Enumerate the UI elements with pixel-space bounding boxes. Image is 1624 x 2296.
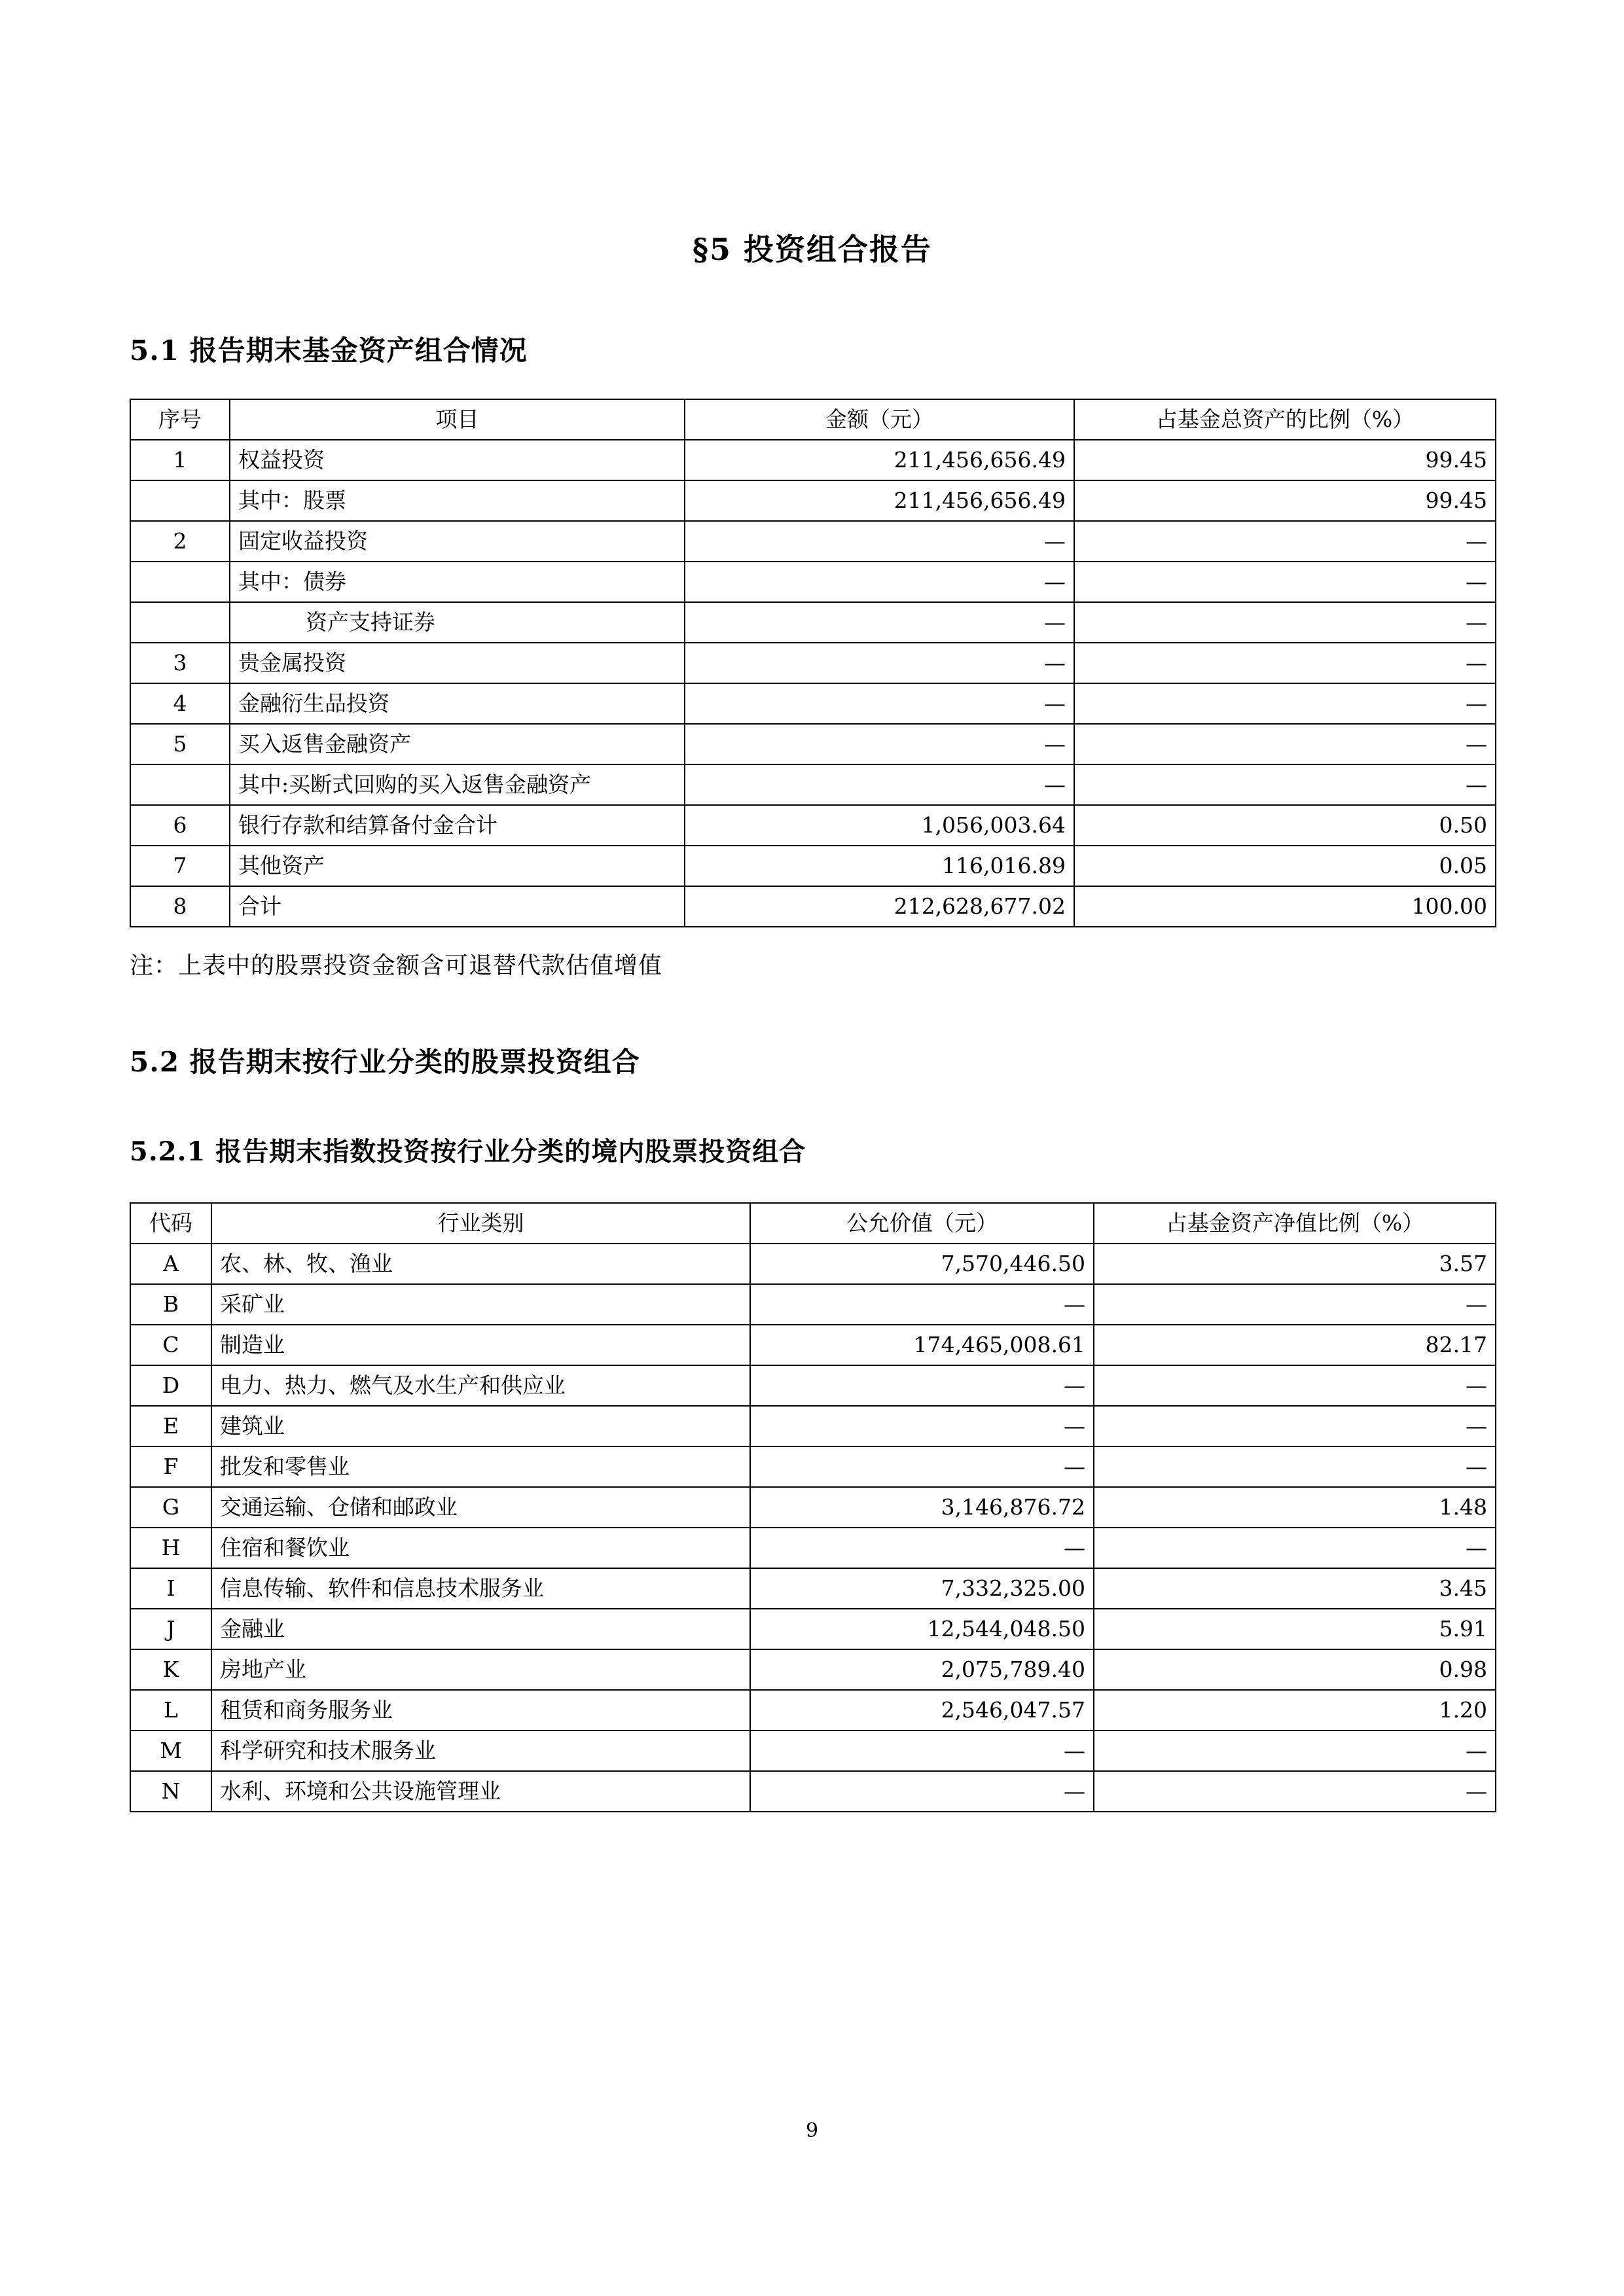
- header-nav-ratio: 占基金资产净值比例（%）: [1094, 1203, 1496, 1244]
- cell-fair-value: 7,570,446.50: [750, 1244, 1094, 1284]
- cell-ratio: —: [1074, 562, 1496, 602]
- cell-fair-value: 3,146,876.72: [750, 1487, 1094, 1528]
- cell-ratio: 99.45: [1074, 480, 1496, 521]
- table-row: [130, 643, 1496, 683]
- asset-table-head: [130, 399, 1496, 440]
- cell-nav-ratio: —: [1094, 1406, 1496, 1446]
- cell-ratio: 99.45: [1074, 440, 1496, 480]
- cell-no: 4: [130, 683, 230, 724]
- table-row: [130, 1365, 1496, 1406]
- section-heading-5-2-1: 5.2.1 报告期末指数投资按行业分类的境内股票投资组合: [130, 1136, 806, 1167]
- cell-fair-value: —: [750, 1771, 1094, 1812]
- cell-code: E: [130, 1406, 211, 1446]
- cell-nav-ratio: —: [1094, 1284, 1496, 1325]
- cell-industry: 住宿和餐饮业: [211, 1528, 750, 1568]
- asset-composition-table-wrapper: [130, 368, 1495, 927]
- cell-fair-value: —: [750, 1365, 1094, 1406]
- cell-amount: —: [685, 602, 1074, 643]
- cell-item: 其中:买断式回购的买入返售金融资产: [230, 764, 685, 805]
- cell-item: 贵金属投资: [230, 643, 685, 683]
- header-industry: 行业类别: [211, 1203, 750, 1244]
- table-row: [130, 1528, 1496, 1568]
- cell-no: 1: [130, 440, 230, 480]
- cell-no: [130, 764, 230, 805]
- section-heading-5-1: 5.1 报告期末基金资产组合情况: [130, 334, 528, 367]
- table-row: [130, 683, 1496, 724]
- cell-amount: —: [685, 683, 1074, 724]
- cell-industry: 电力、热力、燃气及水生产和供应业: [211, 1365, 750, 1406]
- page-content: [130, 0, 1495, 1812]
- cell-nav-ratio: 0.98: [1094, 1649, 1496, 1690]
- table-row: [130, 602, 1496, 643]
- table-row: [130, 846, 1496, 886]
- cell-no: 8: [130, 886, 230, 927]
- cell-no: 5: [130, 724, 230, 764]
- table-row: [130, 1325, 1496, 1365]
- cell-amount: 212,628,677.02: [685, 886, 1074, 927]
- cell-code: N: [130, 1771, 211, 1812]
- cell-fair-value: —: [750, 1731, 1094, 1771]
- cell-fair-value: —: [750, 1406, 1094, 1446]
- cell-code: L: [130, 1690, 211, 1731]
- cell-item: 权益投资: [230, 440, 685, 480]
- table-row: [130, 805, 1496, 846]
- industry-table-wrapper: [130, 1168, 1495, 1812]
- header-no: 序号: [130, 399, 230, 440]
- table-row: [130, 440, 1496, 480]
- cell-code: A: [130, 1244, 211, 1284]
- cell-industry: 农、林、牧、渔业: [211, 1244, 750, 1284]
- table-row: [130, 1406, 1496, 1446]
- asset-composition-table: [130, 399, 1496, 927]
- table-row: [130, 1690, 1496, 1731]
- cell-industry: 科学研究和技术服务业: [211, 1731, 750, 1771]
- cell-ratio: 100.00: [1074, 886, 1496, 927]
- cell-nav-ratio: 1.48: [1094, 1487, 1496, 1528]
- cell-ratio: 0.05: [1074, 846, 1496, 886]
- cell-industry: 租赁和商务服务业: [211, 1690, 750, 1731]
- cell-nav-ratio: —: [1094, 1771, 1496, 1812]
- cell-amount: —: [685, 521, 1074, 562]
- page-title: §5 投资组合报告: [692, 232, 933, 267]
- cell-fair-value: 7,332,325.00: [750, 1568, 1094, 1609]
- table-row: [130, 764, 1496, 805]
- table-row: [130, 1568, 1496, 1609]
- industry-table-body: [130, 1244, 1496, 1812]
- cell-no: [130, 562, 230, 602]
- cell-industry: 建筑业: [211, 1406, 750, 1446]
- table-row: [130, 1731, 1496, 1771]
- cell-ratio: —: [1074, 764, 1496, 805]
- table-row: [130, 1649, 1496, 1690]
- cell-ratio: —: [1074, 602, 1496, 643]
- cell-code: G: [130, 1487, 211, 1528]
- table-row: [130, 1487, 1496, 1528]
- cell-amount: —: [685, 643, 1074, 683]
- cell-code: F: [130, 1446, 211, 1487]
- header-code: 代码: [130, 1203, 211, 1244]
- cell-no: [130, 602, 230, 643]
- table-header-row: [130, 1203, 1496, 1244]
- cell-fair-value: —: [750, 1284, 1094, 1325]
- cell-item: 固定收益投资: [230, 521, 685, 562]
- table-row: [130, 724, 1496, 764]
- cell-code: D: [130, 1365, 211, 1406]
- industry-table-head: [130, 1203, 1496, 1244]
- cell-item: 银行存款和结算备付金合计: [230, 805, 685, 846]
- cell-code: M: [130, 1731, 211, 1771]
- cell-code: B: [130, 1284, 211, 1325]
- cell-amount: 116,016.89: [685, 846, 1074, 886]
- table-row: [130, 1284, 1496, 1325]
- table-row: [130, 480, 1496, 521]
- cell-amount: —: [685, 724, 1074, 764]
- cell-ratio: —: [1074, 521, 1496, 562]
- cell-no: [130, 480, 230, 521]
- section-heading-5-2: 5.2 报告期末按行业分类的股票投资组合: [130, 1046, 640, 1078]
- cell-no: 3: [130, 643, 230, 683]
- cell-ratio: —: [1074, 683, 1496, 724]
- cell-fair-value: —: [750, 1446, 1094, 1487]
- cell-ratio: 0.50: [1074, 805, 1496, 846]
- cell-code: J: [130, 1609, 211, 1649]
- cell-industry: 信息传输、软件和信息技术服务业: [211, 1568, 750, 1609]
- cell-nav-ratio: —: [1094, 1446, 1496, 1487]
- cell-industry: 批发和零售业: [211, 1446, 750, 1487]
- industry-composition-table: [130, 1202, 1496, 1812]
- table-note: 注：上表中的股票投资金额含可退替代款估值增值: [130, 952, 663, 979]
- cell-code: C: [130, 1325, 211, 1365]
- header-item: 项目: [230, 399, 685, 440]
- header-ratio: 占基金总资产的比例（%）: [1074, 399, 1496, 440]
- table-row: [130, 562, 1496, 602]
- cell-ratio: —: [1074, 724, 1496, 764]
- page-number: 9: [805, 2119, 819, 2142]
- cell-item: 其中：股票: [230, 480, 685, 521]
- cell-nav-ratio: 3.57: [1094, 1244, 1496, 1284]
- cell-nav-ratio: —: [1094, 1731, 1496, 1771]
- cell-industry: 金融业: [211, 1609, 750, 1649]
- cell-item: 金融衍生品投资: [230, 683, 685, 724]
- table-row: [130, 521, 1496, 562]
- cell-nav-ratio: 1.20: [1094, 1690, 1496, 1731]
- cell-industry: 房地产业: [211, 1649, 750, 1690]
- cell-code: H: [130, 1528, 211, 1568]
- cell-fair-value: 12,544,048.50: [750, 1609, 1094, 1649]
- cell-fair-value: 2,546,047.57: [750, 1690, 1094, 1731]
- table-row: [130, 1771, 1496, 1812]
- table-header-row: [130, 399, 1496, 440]
- table-row: [130, 1244, 1496, 1284]
- cell-nav-ratio: 82.17: [1094, 1325, 1496, 1365]
- cell-item: 资产支持证券: [230, 602, 685, 643]
- table-row: [130, 1446, 1496, 1487]
- cell-no: 7: [130, 846, 230, 886]
- cell-item: 买入返售金融资产: [230, 724, 685, 764]
- cell-amount: 1,056,003.64: [685, 805, 1074, 846]
- cell-nav-ratio: 5.91: [1094, 1609, 1496, 1649]
- cell-ratio: —: [1074, 643, 1496, 683]
- cell-code: I: [130, 1568, 211, 1609]
- cell-fair-value: —: [750, 1528, 1094, 1568]
- cell-industry: 采矿业: [211, 1284, 750, 1325]
- asset-table-body: [130, 440, 1496, 927]
- table-row: [130, 1609, 1496, 1649]
- cell-item: 其中：债券: [230, 562, 685, 602]
- cell-fair-value: 2,075,789.40: [750, 1649, 1094, 1690]
- cell-nav-ratio: —: [1094, 1365, 1496, 1406]
- cell-nav-ratio: 3.45: [1094, 1568, 1496, 1609]
- cell-item: 合计: [230, 886, 685, 927]
- cell-fair-value: 174,465,008.61: [750, 1325, 1094, 1365]
- cell-amount: 211,456,656.49: [685, 480, 1074, 521]
- cell-no: 6: [130, 805, 230, 846]
- table-row: [130, 886, 1496, 927]
- cell-nav-ratio: —: [1094, 1528, 1496, 1568]
- cell-industry: 交通运输、仓储和邮政业: [211, 1487, 750, 1528]
- cell-amount: —: [685, 764, 1074, 805]
- cell-item: 其他资产: [230, 846, 685, 886]
- header-fair-value: 公允价值（元）: [750, 1203, 1094, 1244]
- cell-industry: 水利、环境和公共设施管理业: [211, 1771, 750, 1812]
- cell-no: 2: [130, 521, 230, 562]
- cell-amount: 211,456,656.49: [685, 440, 1074, 480]
- cell-amount: —: [685, 562, 1074, 602]
- header-amount: 金额（元）: [685, 399, 1074, 440]
- cell-industry: 制造业: [211, 1325, 750, 1365]
- cell-code: K: [130, 1649, 211, 1690]
